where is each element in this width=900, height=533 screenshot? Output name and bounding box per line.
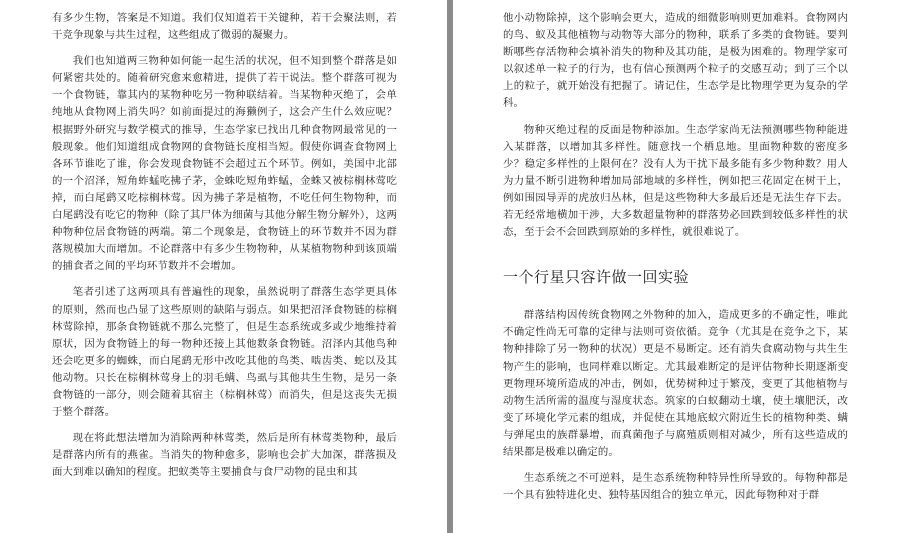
right-paragraph-1: 他小动物除掉，这个影响会更大，造成的细微影响则更加难料。食物网内的鸟、蚁及其他植物与动物等大部分的物种，联系了多类的食物链。要判断哪些存活物种会填补消失的物种及其功能，是极为困难的。物理学家可以叙述单一粒子的行为，也有信心预测两个粒子的交感互动；到了三个以上的粒子，就开始没有把握了。请记住，生态学是比物理学更为复杂的学科。	[503, 12, 848, 110]
left-paragraph-2: 我们也知道两三物种如何能一起生活的状况，但不知到整个群落是如何紧密共处的。随着研究愈来愈精进，提供了若干说法。整个群落可视为一个食物链，靠其内的某物种吃另一物种联结着。当某物种灭绝了，会单纯地从食物网上消失吗？如前面提过的海獭例子，这会产生什么效应呢？根据野外研究与数学模式的推导，生态学家已找出几种食物网最常见的一般现象。他们知道组成食物网的食物链长度相当短。假使你调查食物网上各环节谁吃了谁，你会发现食物链不会超过五个环节。例如，美国中北部的一个沼泽，短角蚱蜢吃拂子茅，金蛛吃短角蚱蜢，金蛛又被棕榈林莺吃掉，而白尾鹞又吃棕榈林莺。因为拂子茅是植物，不吃任何生物物种，而白尾鹞没有吃它的物种（除了其尸体为细菌与其他分解生物分解外），这两种物种位居食物链的两端。第二个现象是，食物链上的环节数并不因为群落规模加大而增加。不论群落中有多少生物物种，从某植物物种到该顶端的捕食者之间的平均环节数并不会增加。	[52, 55, 397, 273]
right-page	[453, 0, 900, 533]
left-paragraph-3: 笔者引述了这两项具有普遍性的现象，虽然说明了群落生态学更具体的原则，然而也凸显了这些原则的缺陷与弱点。如果把沼泽食物链的棕榈林莺除掉，那条食物链就不那么完整了，但是生态系统或多或少地维持着原状，因为食物链上的每一物种还接上其他数条食物链。沼泽内其他鸟种还会吃更多的蜘蛛，而白尾鹞无形中改吃其他的鸟类、啮齿类、蛇以及其他动物。只长在棕榈林莺身上的羽毛螨、鸟虱与其他共生生物，是另一条食物链的一部分，则会随着其宿主（棕榈林莺）而消失，但是这丧失无损于整个群落。	[52, 286, 397, 419]
left-paragraph-4: 现在将此想法增加为消除两种林莺类，然后是所有林莺类物种，最后是群落内所有的燕雀。当消失的物种愈多，影响也会扩大加深，群落损及面大到难以确知的程度。把蚁类等主要捕食与食尸动物的昆虫和其	[52, 432, 397, 479]
right-paragraph-4: 生态系统之不可逆料，是生态系统物种特异性所导致的。每物种都是一个具有独特进化史、独特基因组合的独立单元，因此每物种对于群	[503, 472, 848, 502]
right-paragraph-3: 群落结构因传统食物网之外物种的加入，造成更多的不确定性，唯此不确定性尚无可靠的定律与法则可资依循。竞争（尤其是在竞争之下，某物种排除了另一物种的状况）更是不易断定。还有消失食腐动物与共生生物产生的影响，也同样难以断定。尤其最难断定的是评估物种长期逐渐变更物理环境所造成的冲击，例如，优势树种过于繁茂，变更了其他植物与动物生活所需的温度与湿度状态。筑家的白蚁翻动土壤，使土壤肥沃，改变了环境化学元素的组成，并促使在其地底蚁穴附近生长的植物种类、螨与弹尾虫的族群暴增，而真菌孢子与腐殖质则相对减少，所有这些造成的结果都是极难以确定的。	[503, 309, 848, 458]
section-heading: 一个行星只容许做一回实验	[503, 268, 690, 287]
left-page	[0, 0, 447, 533]
left-paragraph-1: 有多少生物，答案是不知道。我们仅知道若干关键种，若干会聚法则，若干竞争现象与共生过程，这些组成了微弱的凝聚力。	[52, 12, 397, 42]
right-paragraph-2: 物种灭绝过程的反面是物种添加。生态学家尚无法预测哪些物种能进入某群落，以增加其多样性。随意找一个栖息地。里面物种数的密度多少？稳定多样性的上限何在？没有人为干扰下最多能有多少物种数？用人为力量不断引进物种增加局部地域的多样性，例如把三花固定在树干上，例如围园导弄的虎放归丛林，但是这些物种大多最后还是无法生存下去。若无经常地横加干涉，大多数超量物种的群落势必回跌到较低多样性的状态，至于会不会回跌到原始的多样性，就很难说了。	[503, 123, 848, 239]
